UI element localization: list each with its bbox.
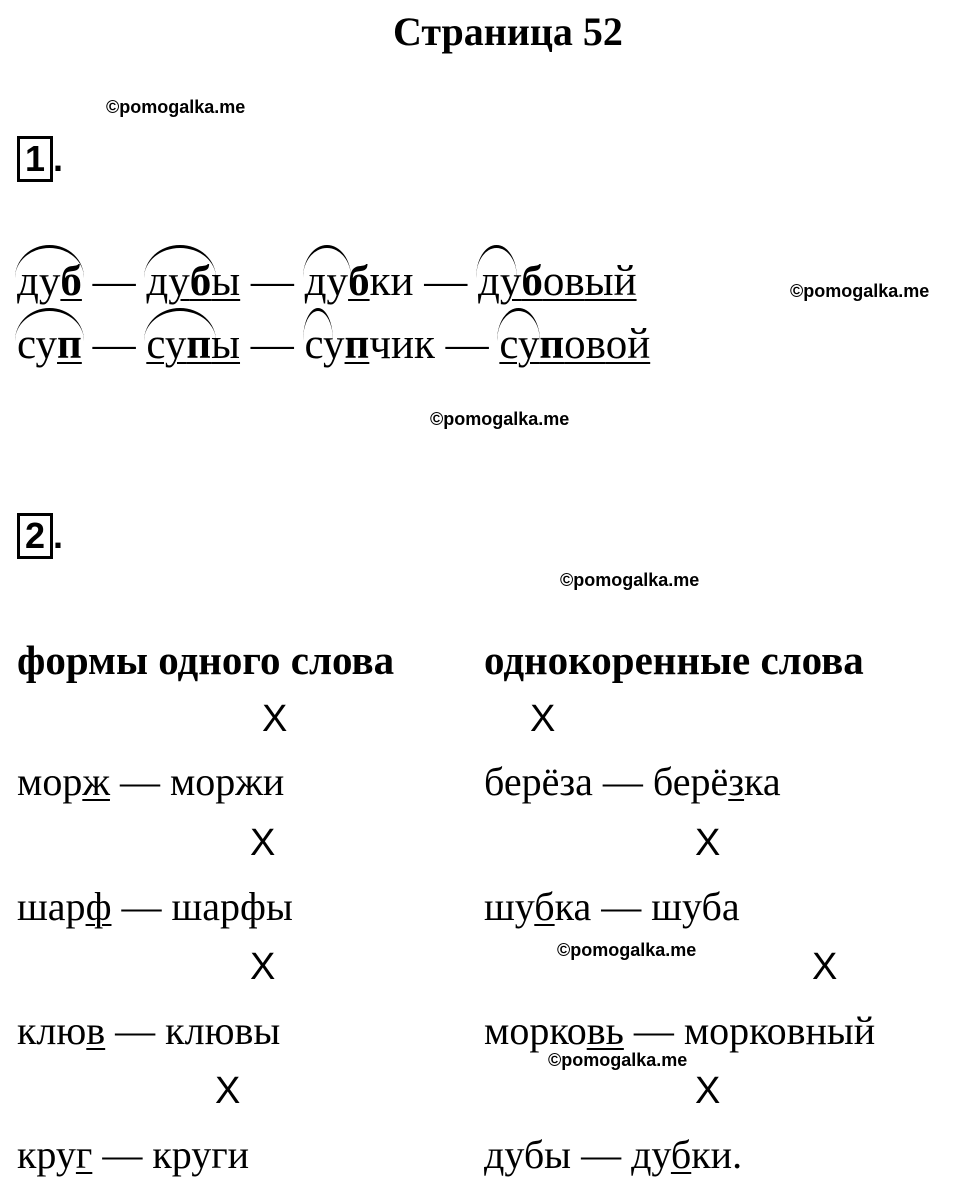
watermark: ©pomogalka.me	[560, 570, 700, 590]
watermark: ©pomogalka.me	[106, 97, 246, 117]
watermark: ©pomogalka.me	[430, 409, 570, 429]
watermark: ©pomogalka.me	[557, 940, 697, 960]
task-number-2: 2 .	[17, 513, 63, 559]
word-pair: шарф — шарфы	[17, 884, 293, 929]
x-mark: X	[215, 1070, 241, 1112]
word-supchik: супчик	[305, 320, 435, 369]
word-pair: шубка — шуба	[484, 884, 740, 929]
page-title: Страница 52	[393, 9, 623, 54]
word-supovoy: суповой	[499, 320, 650, 369]
word-duby: дубы	[146, 257, 240, 306]
x-mark: X	[812, 946, 838, 988]
watermark: ©pomogalka.me	[548, 1050, 688, 1070]
word-pair: морж — моржи	[17, 759, 285, 804]
watermark: ©pomogalka.me	[790, 281, 930, 301]
x-mark: X	[695, 822, 721, 864]
word-sup: суп	[17, 320, 82, 369]
x-mark: X	[695, 1070, 721, 1112]
word-row-sup: суп — супы — супчик — суповой	[17, 320, 650, 369]
x-mark: X	[262, 698, 288, 740]
right-column-header: однокоренные слова	[484, 637, 864, 683]
x-mark: X	[530, 698, 556, 740]
word-pair: дубы — дубки.	[484, 1132, 743, 1177]
word-pair: клюв — клювы	[17, 1008, 281, 1053]
task-number-1: 1 .	[17, 136, 63, 182]
word-pair: круг — круги	[17, 1132, 250, 1177]
x-mark: X	[250, 822, 276, 864]
word-pair: морковь — морковный	[484, 1008, 876, 1053]
left-column-header: формы одного слова	[17, 637, 395, 683]
word-row-dub: дуб — дубы — дубки — дубовый	[17, 257, 637, 306]
word-dubovyy: дубовый	[478, 257, 637, 306]
word-supy: супы	[146, 320, 240, 369]
word-dub: дуб	[17, 257, 82, 306]
x-mark: X	[250, 946, 276, 988]
word-pair: берёза — берёзка	[484, 759, 781, 804]
word-dubki: дубки	[305, 257, 414, 306]
